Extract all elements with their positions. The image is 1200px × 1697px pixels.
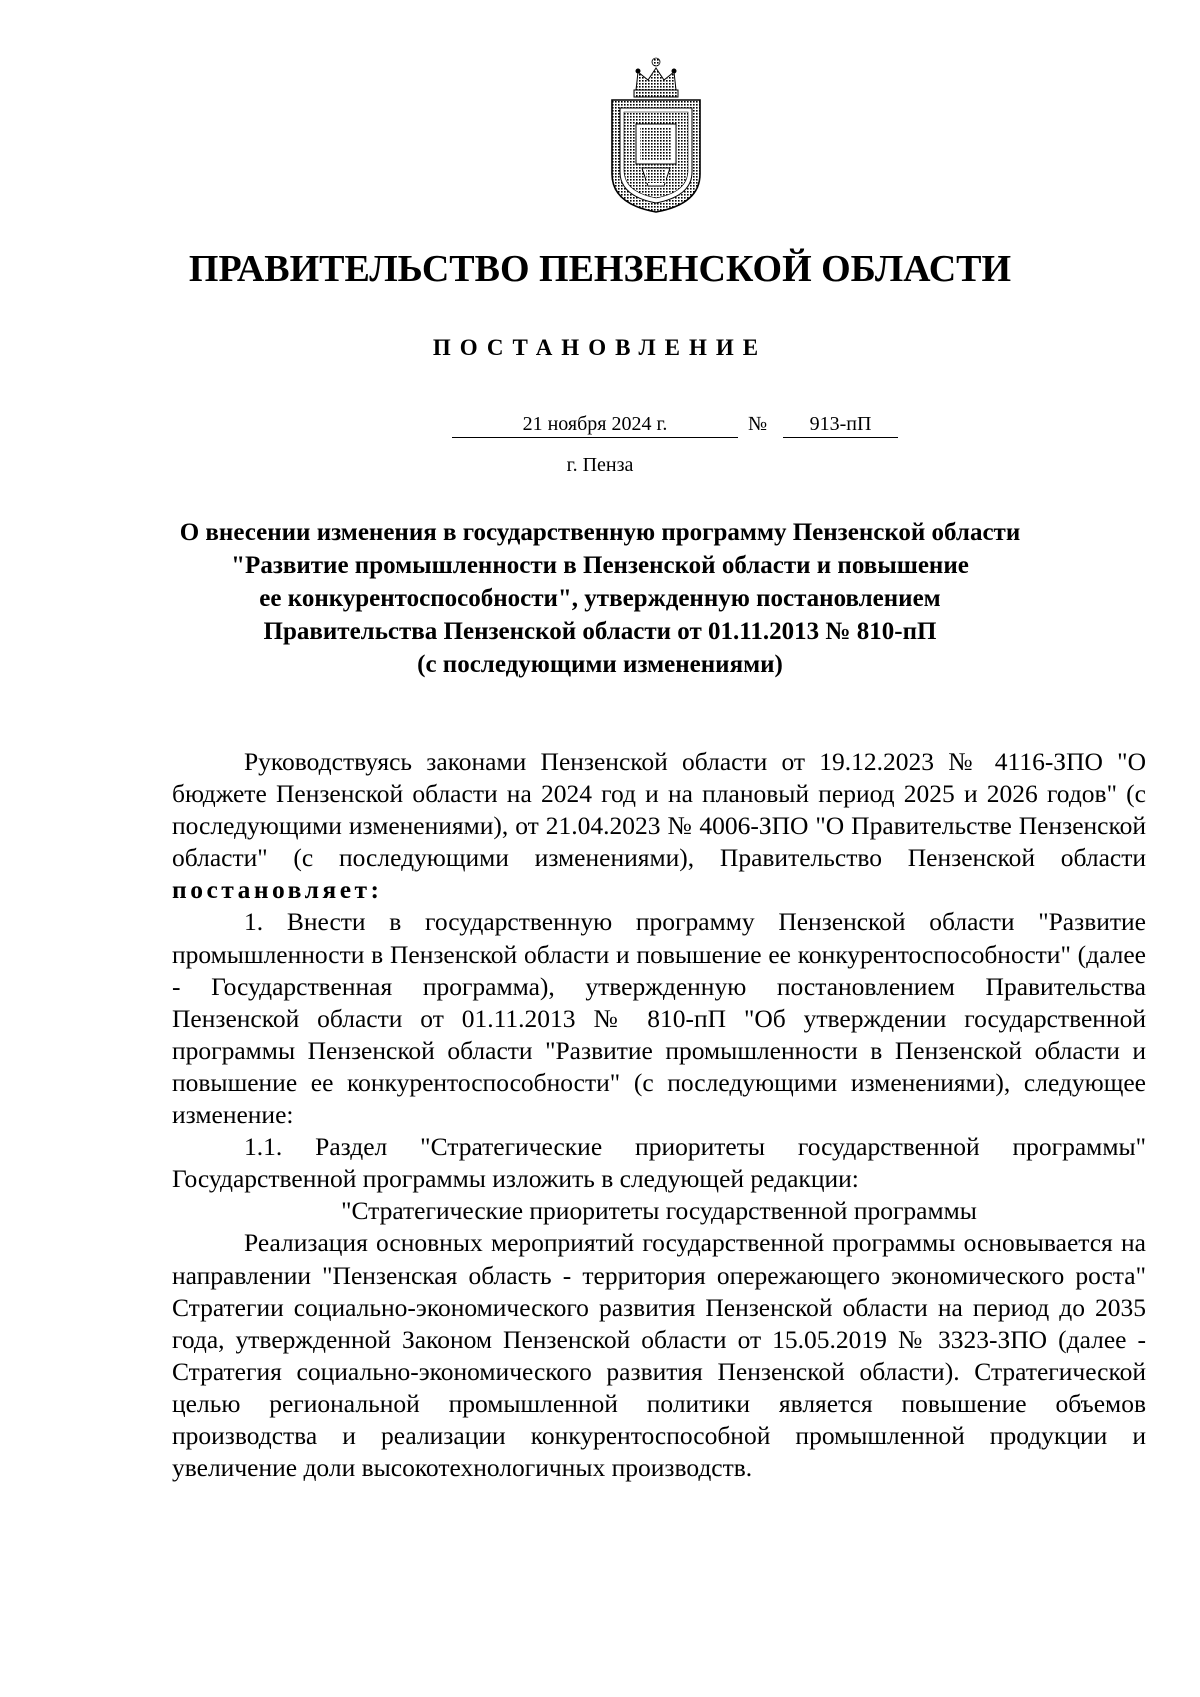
subject-line: (с последующими изменениями) <box>417 651 783 678</box>
subject-line: О внесении изменения в государственную программу Пензенской области <box>179 519 1021 546</box>
subject-line: "Развитие промышленности в Пензенской области и повышение <box>231 552 969 579</box>
resolves-word: постановляет: <box>172 875 383 905</box>
preamble-text: Руководствуясь законами Пензенской области от 19.12.2023 № 4116-ЗПО "О бюджете Пензенской области на 2024 год и на плановый период 2025 и 2026 годов" (с последующими изменениями), от 21.04.2023 № 4006-ЗПО "О Правительстве Пензенской области" (с последующими изменениями), Правительство Пензенской области <box>172 747 1146 873</box>
city: г. Пенза <box>566 454 634 476</box>
item-1-1-paragraph: 1.1. Раздел "Стратегические приоритеты государственной программы" Государственной программы изложить в следующей редакции: <box>172 1132 1146 1194</box>
preamble-paragraph <box>172 746 1146 906</box>
document-number: 913-пП <box>783 411 898 438</box>
document-body <box>172 746 1146 1484</box>
subject-line: ее конкурентоспособности", утвержденную постановлением <box>259 585 941 612</box>
document-type: ПОСТАНОВЛЕНИЕ <box>432 335 768 360</box>
item-1-paragraph: 1. Внести в государственную программу Пензенской области "Развитие промышленности в Пензенской области и повышение ее конкурентоспособности" (далее - Государственная программа), утвержденную постановлением Правительства Пензенской области от 01.11.2013 № 810-пП "Об утверждении государственной программы Пензенской области "Развитие промышленности в Пензенской области и повышение ее конкурентоспособности" (с последующими изменениями), следующее изменение: <box>172 907 1146 1130</box>
document-date: 21 ноября 2024 г. <box>452 411 738 438</box>
section-heading: "Стратегические приоритеты государственной программы <box>341 1196 977 1226</box>
government-title: ПРАВИТЕЛЬСТВО ПЕНЗЕНСКОЙ ОБЛАСТИ <box>188 248 1012 290</box>
number-sign: № <box>748 413 768 435</box>
document-subject <box>150 516 1050 681</box>
subject-line: Правительства Пензенской области от 01.11.2013 № 810-пП <box>263 618 937 645</box>
section-paragraph: Реализация основных мероприятий государственной программы основывается на направлении "Пензенская область - территория опережающего экономического роста" Стратегии социально-экономического развития Пензенской области на период до 2035 года, утвержденной Законом Пензенской области от 15.05.2019 № 3323-ЗПО (далее - Стратегия социально-экономического развития Пензенской области). Стратегической целью региональной промышленной политики является повышение объемов производства и реализации конкурентоспособной промышленной продукции и увеличение доли высокотехнологичных производств. <box>172 1228 1146 1483</box>
date-number-line <box>0 411 1200 441</box>
coat-of-arms-icon <box>606 56 706 216</box>
